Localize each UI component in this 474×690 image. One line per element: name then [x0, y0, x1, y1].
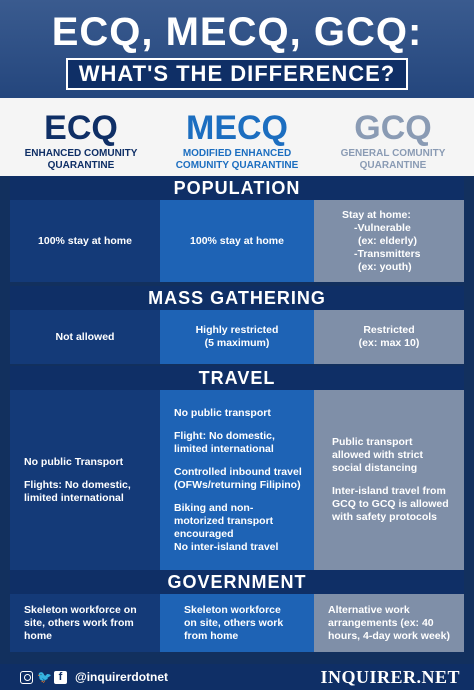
page-subtitle: WHAT'S THE DIFFERENCE? — [66, 58, 408, 90]
mass-gathering-ecq — [10, 310, 160, 364]
population-gcq-line: -Transmitters — [354, 247, 421, 260]
travel-mecq-item: No inter-island travel — [174, 540, 279, 553]
gcq-full-line2: QUARANTINE — [359, 160, 427, 171]
instagram-icon[interactable] — [20, 671, 33, 684]
travel-mecq-item: Controlled inbound travel (OFWs/returning Filipino) — [174, 465, 302, 491]
section-title-government: GOVERNMENT — [10, 570, 464, 594]
ecq-full-line1: ENHANCED COMUNITY — [24, 148, 138, 159]
column-headers — [0, 98, 474, 176]
social-handle[interactable]: @inquirerdotnet — [75, 670, 169, 684]
travel-ecq — [10, 390, 160, 570]
mass-gathering-gcq-line: Restricted — [363, 324, 415, 336]
travel-gcq — [314, 390, 464, 570]
mass-gathering-gcq — [314, 310, 464, 364]
population-ecq — [10, 200, 160, 282]
gcq-abbr: GCQ — [354, 109, 432, 147]
facebook-icon[interactable]: f — [54, 671, 67, 684]
travel-mecq — [160, 390, 314, 570]
mecq-full-line2: COMUNITY QUARANTINE — [175, 160, 299, 171]
mass-gathering-mecq — [160, 310, 314, 364]
section-title-mass-gathering: MASS GATHERING — [10, 286, 464, 310]
travel-gcq-item: Public transport allowed with strict social distancing — [332, 436, 424, 474]
population-mecq-text: 100% stay at home — [190, 234, 284, 247]
social-links — [20, 669, 168, 685]
mecq-full-line1: MODIFIED ENHANCED — [182, 148, 292, 159]
government-mecq — [160, 594, 314, 652]
header — [0, 0, 474, 98]
mass-gathering-gcq-line: (ex: max 10) — [358, 337, 420, 349]
column-header-mecq — [160, 98, 314, 176]
population-ecq-text: 100% stay at home — [38, 234, 132, 247]
travel-mecq-item: Flight: No domestic, limited international — [174, 429, 275, 455]
brand-logo: INQUIRER.NET — [320, 667, 460, 687]
government-gcq — [314, 594, 464, 652]
twitter-icon[interactable]: 🐦 — [37, 669, 52, 684]
population-gcq — [314, 200, 464, 282]
travel-ecq-item: No public Transport — [24, 455, 124, 468]
section-title-travel: TRAVEL — [10, 366, 464, 390]
mass-gathering-ecq-text: Not allowed — [55, 330, 115, 343]
gcq-full-line1: GENERAL COMUNITY — [340, 148, 446, 159]
population-gcq-line: (ex: youth) — [358, 260, 412, 273]
column-header-ecq — [4, 98, 158, 176]
travel-mecq-item: Biking and non-motorized transport encouraged — [174, 501, 274, 540]
population-gcq-line: -Vulnerable — [354, 221, 411, 234]
footer — [0, 664, 474, 690]
ecq-abbr: ECQ — [44, 109, 118, 147]
travel-mecq-item: No public transport — [174, 406, 271, 419]
government-gcq-text: Alternative work arrangements (ex: 40 hours, 4-day work week) — [328, 603, 450, 642]
travel-ecq-item: Flights: No domestic, limited international — [24, 478, 131, 504]
population-gcq-line: (ex: elderly) — [358, 234, 417, 247]
travel-gcq-item: Inter-island travel from GCQ to GCQ is allowed with safety protocols — [332, 485, 449, 523]
mecq-abbr: MECQ — [186, 109, 288, 147]
column-header-gcq — [316, 98, 470, 176]
section-title-population: POPULATION — [10, 176, 464, 200]
mass-gathering-mecq-line: Highly restricted — [195, 324, 279, 336]
ecq-full-line2: QUARANTINE — [47, 160, 115, 171]
mass-gathering-mecq-line: (5 maximum) — [204, 337, 270, 349]
government-ecq-text: Skeleton workforce on site, others work from home — [24, 603, 137, 642]
government-mecq-text: Skeleton workforce on site, others work from home — [184, 603, 284, 642]
page-title: ECQ, MECQ, GCQ: — [51, 10, 423, 54]
population-gcq-line: Stay at home: — [342, 208, 411, 221]
government-ecq — [10, 594, 160, 652]
population-mecq — [160, 200, 314, 282]
